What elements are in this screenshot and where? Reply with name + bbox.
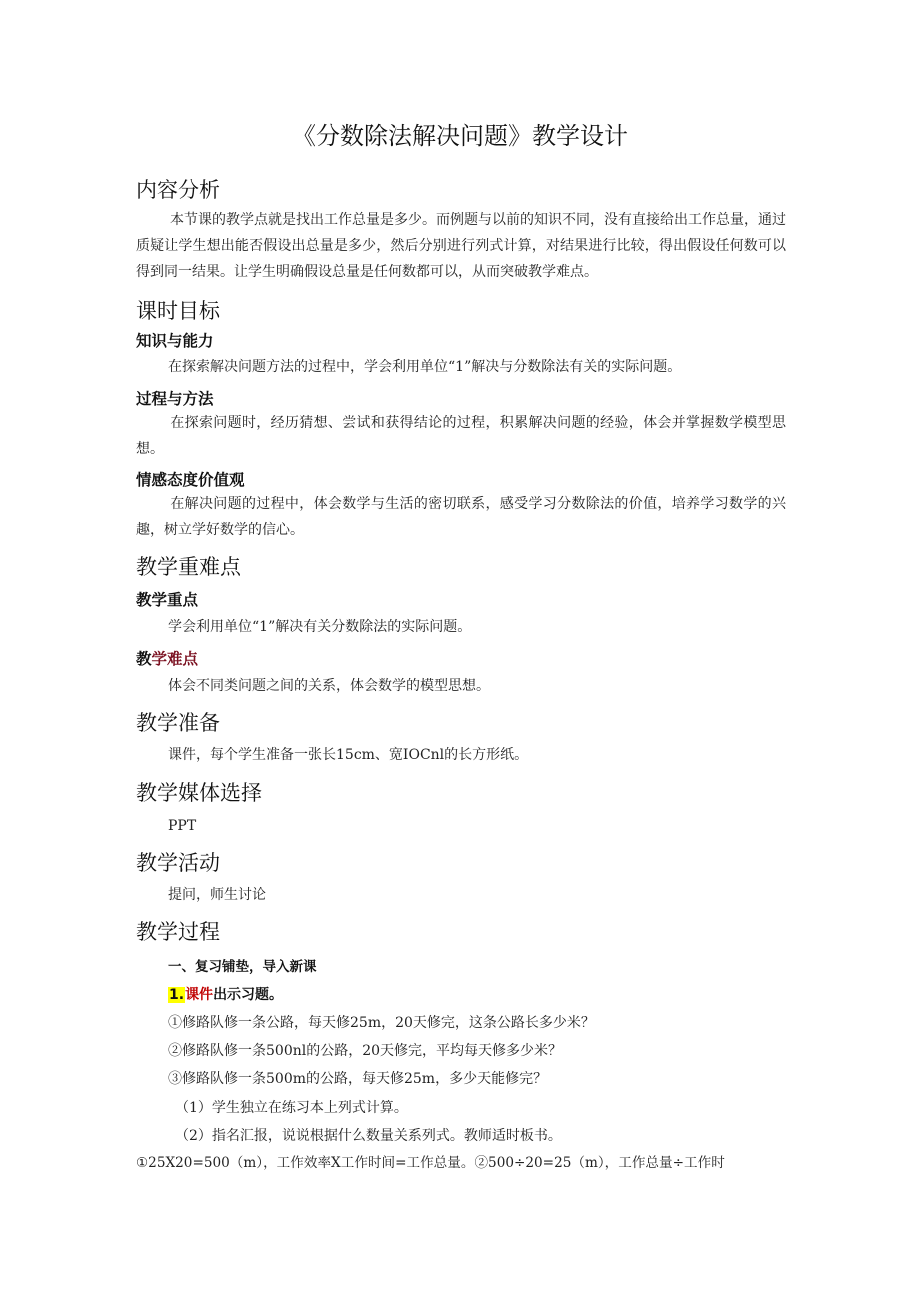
difficult-heading-b: 学难点: [151, 650, 199, 668]
key-point-heading: 教学重点: [136, 591, 199, 609]
emotion-paragraph: [136, 491, 786, 543]
teaching-process-heading: 教学过程: [136, 920, 220, 944]
step-2: （2）指名汇报，说说根据什么数量关系列式。教师适时板书。: [175, 1128, 562, 1144]
difficult-point-text: 体会不同类问题之间的关系，体会数学的模型思想。: [168, 678, 490, 694]
item-1-rest: 出示习题。: [213, 987, 284, 1003]
difficult-point-heading: [136, 649, 198, 669]
content-analysis-text: 本节课的教学点就是找出工作总量是多少。而例题与以前的知识不同，没有直接给出工作总量，通过质疑让学生想出能否假设出总量是多少，然后分别进行列式计算，对结果进行比较，得出假设任何数可以得到同一结果。让学生明确假设总量是任何数都可以，从而突破教学难点。: [136, 212, 786, 280]
question-2: ②修路队修一条500nl的公路，20天修完，平均每天修多少米？: [168, 1043, 563, 1059]
item-1-number: 1.: [169, 987, 185, 1003]
step-1: （1）学生独立在练习本上列式计算。: [175, 1100, 408, 1116]
preparation-heading: 教学准备: [136, 711, 220, 735]
media-heading: 教学媒体选择: [136, 781, 262, 805]
objectives-heading: 课时目标: [136, 299, 220, 323]
key-point-text: 学会利用单位“1”解决有关分数除法的实际问题。: [168, 619, 472, 635]
activity-text: 提问，师生讨论: [168, 887, 266, 903]
item-1-highlight: 课件: [185, 987, 214, 1003]
activity-heading: 教学活动: [136, 851, 220, 875]
difficult-heading-a: 教: [136, 650, 152, 668]
knowledge-text: 在探索解决问题方法的过程中，学会利用单位“1”解决与分数除法有关的实际问题。: [168, 359, 682, 375]
key-points-heading: 教学重难点: [136, 555, 241, 579]
media-text: PPT: [168, 818, 197, 834]
answer-line: ①25X20=500（m），工作效率X工作时间=工作总量。②500÷20=25（m），工作总量÷工作时: [136, 1155, 725, 1171]
content-analysis-heading: 内容分析: [136, 178, 220, 202]
process-method-heading: 过程与方法: [136, 390, 214, 408]
preparation-text: 课件，每个学生准备一张长15cm、宽IOCnl的长方形纸。: [168, 747, 529, 763]
document-title: 《分数除法解决问题》教学设计: [292, 122, 628, 150]
process-method-paragraph: [136, 410, 786, 462]
section-1-heading: 一、复习铺垫，导入新课: [168, 959, 317, 975]
question-3: ③修路队修一条500m的公路，每天修25m，多少天能修完？: [168, 1071, 548, 1087]
content-analysis-paragraph: [136, 207, 786, 285]
process-method-text: 在探索问题时，经历猜想、尝试和获得结论的过程，积累解决问题的经验，体会并掌握数学模型思想。: [136, 415, 786, 457]
knowledge-heading: 知识与能力: [136, 332, 214, 350]
question-1: ①修路队修一条公路，每天修25m，20天修完，这条公路长多少米？: [168, 1015, 595, 1031]
item-1: [168, 985, 283, 1005]
emotion-heading: 情感态度价值观: [136, 471, 245, 489]
emotion-text: 在解决问题的过程中，体会数学与生活的密切联系，感受学习分数除法的价值，培养学习数学的兴趣，树立学好数学的信心。: [136, 496, 786, 538]
